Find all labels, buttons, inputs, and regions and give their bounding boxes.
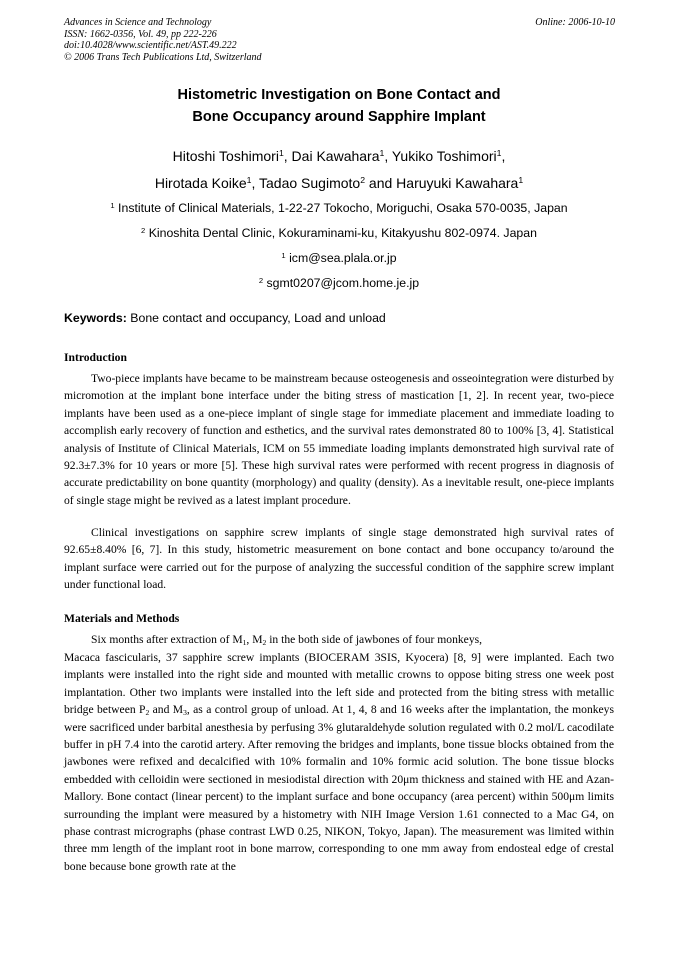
methods-line-1	[64, 631, 614, 648]
affiliation-2	[64, 225, 614, 241]
methods-text: in the both side of jawbones of four monkeys,	[266, 633, 483, 646]
affiliation-text: Kinoshita Dental Clinic, Kokuraminami-ku, Kitakyushu 802-0974. Japan	[145, 226, 537, 240]
email-link[interactable]: icm@sea.plala.or.jp	[285, 251, 397, 265]
title-line-1: Histometric Investigation on Bone Contact and	[177, 87, 501, 103]
methods-paragraph	[64, 649, 614, 875]
keywords-text: Bone contact and occupancy, Load and unload	[126, 311, 386, 325]
methods-text: , as a control group of unload. At 1, 4, 8 and 16 weeks after the implantation, the monkeys were sacrificed under barbital anesthesia by perfusing 3% glutaraldehyde solution regulated with 0.2 mol/L cacodilate buffer in pH 7.4 into the carotid artery. After removing the bridges and implants, bone tissue blocks obtained from the jawbones were refixed and decalcified with 10% formalin and 10% formic acid solution. The bone tissue blocks embedded with celloidin were sectioned in mesiodistal direction with 20μm thickness and stained with HE and Azan-Mallory. Bone contact (linear percent) to the implant surface and bone occupancy (area percent) within 500μm limits surrounding the implant were measured by a histometry with NIH Image Version 1.61 connected to a Mac G4, on phase contrast micrographs (phase contrast LWD 0.25, NIKON, Tokyo, Japan). The measurement was limited within three mm length of the implant root in bone marrow, corresponding to one mm away from endosteal edge of crestal bone because bone growth rate at the	[64, 703, 614, 873]
affiliation-marker: 1	[281, 250, 286, 260]
affiliation-marker: 1	[496, 148, 502, 159]
author-name: Hirotada Koike	[154, 175, 247, 191]
affiliation-marker: 1	[110, 200, 115, 210]
methods-text: , M	[246, 633, 263, 646]
methods-text: and M	[149, 703, 184, 717]
introduction-paragraph-2: Clinical investigations on sapphire screw implants of single stage demonstrated high survival rates of 92.65±8.40% [6, 7]. In this study, histometric measurement on bone contact and bone occupancy to/around the implant surface were carried out for the purpose of analyzing the successful condition of the sapphire screw implant under functional load.	[64, 526, 614, 592]
subscript: 3	[183, 708, 187, 718]
journal-issn: ISSN: 1662-0356, Vol. 49, pp 222-226	[64, 28, 217, 40]
author-list	[64, 143, 614, 197]
title-line-2: Bone Occupancy around Sapphire Implant	[192, 109, 486, 125]
subscript: 2	[145, 708, 150, 718]
affiliation-text: Institute of Clinical Materials, 1-22-27 Tokocho, Moriguchi, Osaka 570-0035, Japan	[114, 201, 568, 215]
affiliation-marker: 1	[518, 175, 524, 186]
author-line-2	[64, 170, 614, 197]
online-date: Online: 2006-10-10	[535, 17, 615, 28]
methods-heading: Materials and Methods	[64, 612, 180, 625]
affiliation-1	[64, 200, 614, 216]
keywords	[64, 310, 614, 326]
keywords-label: Keywords:	[64, 311, 127, 325]
introduction-paragraph-1: Two-piece implants have became to be mainstream because osteogenesis and osseointegration were disturbed by micromotion at the implant bone interface under the biting stress of mastication [1, 2]. In recent year, two-piece implants have been used as a one-piece implant of single stage for immediate placement and immediate loading to accomplish early recovery of function and esthetics, and the survival rates demonstrated 80 to 100% [3, 4]. Statistical analysis of Institute of Clinical Materials, ICM on 55 immediate loading implants demonstrated high survival rate of 92.3±7.3% for 10 years or more [5]. These high survival rates were performed with recent progress in diagnosis of accurate predictability on bone quantity (morphology) and quality (density). As a inevitable result, one-piece implants of single stage might be revived as a latest implant procedure.	[64, 372, 614, 507]
affiliation-marker: 2	[360, 175, 366, 186]
subscript: 1	[242, 637, 247, 647]
author-name: Hitoshi Toshimori	[172, 148, 279, 164]
author-name: and Haruyuki Kawahara	[365, 175, 519, 191]
author-separator: ,	[501, 148, 506, 164]
journal-copyright: © 2006 Trans Tech Publications Ltd, Switzerland	[64, 51, 262, 63]
email-1	[64, 250, 614, 266]
affiliation-marker: 2	[258, 275, 264, 285]
author-name: , Dai Kawahara	[283, 148, 380, 164]
author-line-1	[64, 143, 614, 170]
journal-name: Advances in Science and Technology	[64, 17, 212, 28]
methods-text: Macaca fascicularis, 37 sapphire screw implants (BIOCERAM 3SIS, Kyocera) [8, 9] were implanted. Each two implants were installed into the right side and mounted with metallic crowns to oppose biting stress one week post implantation. Other two implants were installed into the left side and protected from the biting stress with metallic bridge between P	[64, 651, 614, 717]
affiliation-marker: 1	[278, 148, 284, 159]
affiliation-marker: 2	[141, 225, 146, 235]
author-name: , Tadao Sugimoto	[251, 175, 361, 191]
methods-text: Six months after extraction of M	[91, 633, 243, 646]
email-2	[64, 275, 614, 291]
journal-doi[interactable]: doi:10.4028/www.scientific.net/AST.49.222	[64, 40, 237, 51]
journal-header	[64, 17, 262, 63]
affiliation-marker: 1	[379, 148, 385, 159]
author-name: , Yukiko Toshimori	[384, 148, 497, 164]
paper-title	[64, 84, 614, 128]
affiliation-marker: 1	[246, 175, 252, 186]
introduction-heading: Introduction	[64, 351, 127, 364]
email-link[interactable]: sgmt0207@jcom.home.je.jp	[263, 276, 420, 290]
subscript: 2	[262, 637, 267, 647]
